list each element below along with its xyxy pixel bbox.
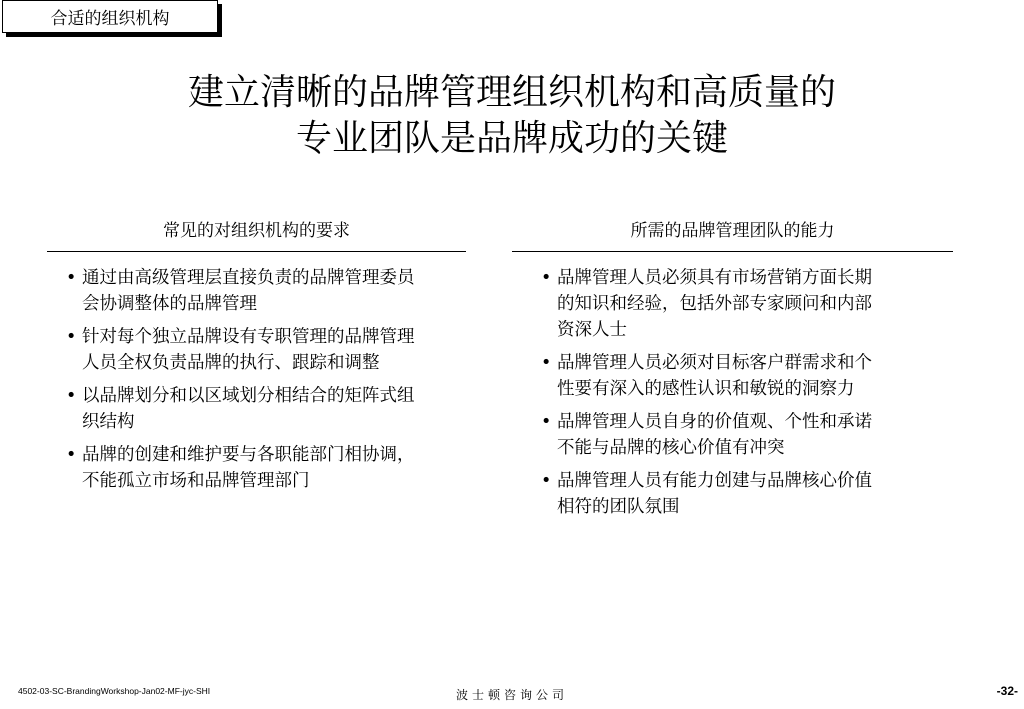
list-item-line: 不能孤立市场和品牌管理部门 xyxy=(82,471,310,491)
page-title-line-2: 专业团队是品牌成功的关键 xyxy=(295,118,728,159)
list-item-line: 品牌的创建和维护要与各职能部门相协调， xyxy=(82,445,415,465)
section-tag-label: 合适的组织机构 xyxy=(50,9,170,29)
list-item-line: 品牌管理人员有能力创建与品牌核心价值 xyxy=(557,471,872,491)
list-item-line: 品牌管理人员自身的价值观、个性和承诺 xyxy=(557,412,872,432)
bullet-dot-icon: • xyxy=(66,268,77,288)
list-item xyxy=(541,265,971,343)
list-item xyxy=(541,468,971,520)
list-item xyxy=(541,409,971,461)
bullet-dot-icon: • xyxy=(66,327,77,347)
list-item xyxy=(541,350,971,402)
footer-file-reference: 4502-03-SC-BrandingWorkshop-Jan02-MF-jyc-SHI xyxy=(18,686,211,696)
left-column-heading: 常见的对组织机构的要求 xyxy=(163,221,350,241)
bullet-dot-icon: • xyxy=(541,353,552,373)
list-item-line: 通过由高级管理层直接负责的品牌管理委员 xyxy=(82,268,415,288)
list-item-line: 织结构 xyxy=(82,412,135,432)
list-item-line: 相符的团队氛围 xyxy=(557,497,680,517)
list-item xyxy=(66,324,496,376)
list-item-line: 性要有深入的感性认识和敏锐的洞察力 xyxy=(557,379,855,399)
list-item-line: 会协调整体的品牌管理 xyxy=(82,294,257,314)
bullet-dot-icon: • xyxy=(541,268,552,288)
list-item xyxy=(66,442,496,494)
list-item-line: 针对每个独立品牌设有专职管理的品牌管理 xyxy=(82,327,415,347)
list-item-line: 品牌管理人员必须对目标客户群需求和个 xyxy=(557,353,872,373)
footer-company-name: 波士顿咨询公司 xyxy=(455,688,568,702)
list-item-line: 品牌管理人员必须具有市场营销方面长期 xyxy=(557,268,872,288)
bullet-dot-icon: • xyxy=(541,471,552,491)
list-item-line: 人员全权负责品牌的执行、跟踪和调整 xyxy=(82,353,380,373)
list-item-line: 以品牌划分和以区域划分相结合的矩阵式组 xyxy=(82,386,415,406)
page-title xyxy=(0,70,1024,162)
section-tag xyxy=(2,0,218,33)
list-item xyxy=(66,383,496,435)
list-item-line: 不能与品牌的核心价值有冲突 xyxy=(557,438,785,458)
right-column-heading: 所需的品牌管理团队的能力 xyxy=(630,221,835,241)
list-item-line: 资深人士 xyxy=(557,320,627,340)
bullet-dot-icon: • xyxy=(66,386,77,406)
list-item-line: 的知识和经验，包括外部专家顾问和内部 xyxy=(557,294,872,314)
page-title-line-1: 建立清晰的品牌管理组织机构和高质量的 xyxy=(187,72,836,113)
right-bullet-list xyxy=(541,265,971,527)
bullet-dot-icon: • xyxy=(66,445,77,465)
list-item xyxy=(66,265,496,317)
right-column-divider xyxy=(512,251,953,252)
bullet-dot-icon: • xyxy=(541,412,552,432)
left-column-divider xyxy=(47,251,466,252)
page-number: -32- xyxy=(996,684,1018,698)
left-bullet-list xyxy=(66,265,496,501)
